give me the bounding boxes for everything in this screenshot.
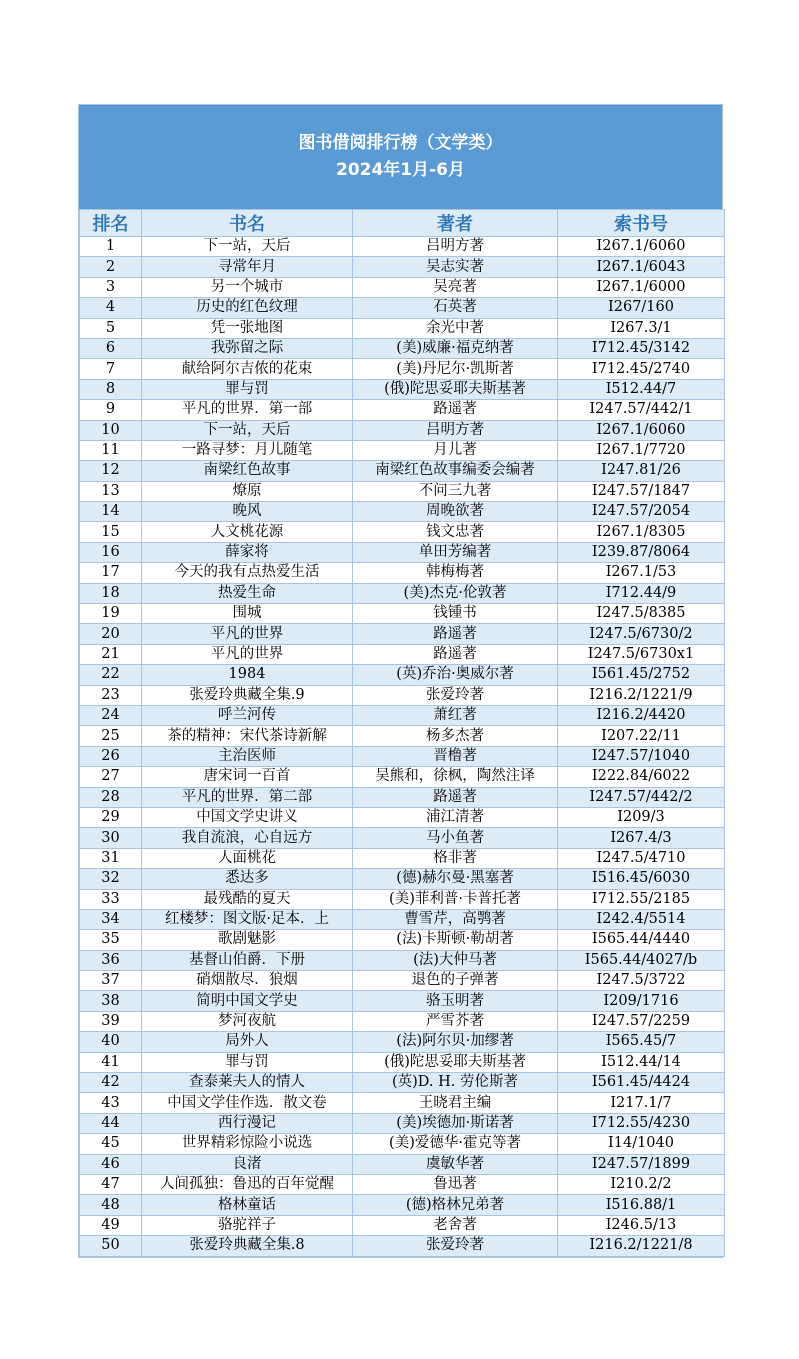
- rank-cell: 21: [80, 644, 142, 664]
- table-row: [80, 338, 725, 358]
- sheet-title: 图书借阅排行榜（文学类）: [298, 133, 503, 153]
- title-cell: 热爱生命: [142, 583, 353, 603]
- table-row: [80, 237, 725, 257]
- call-number-cell: I512.44/14: [558, 1052, 725, 1072]
- title-cell: 平凡的世界: [142, 624, 353, 644]
- call-number-cell: I14/1040: [558, 1134, 725, 1154]
- call-number-cell: I247.57/1899: [558, 1154, 725, 1174]
- table-row: [80, 277, 725, 297]
- table-row: [80, 624, 725, 644]
- author-cell: (法)卡斯顿·勒胡著: [353, 930, 558, 950]
- title-cell: 中国文学史讲义: [142, 807, 353, 827]
- title-cell: 西行漫记: [142, 1113, 353, 1133]
- header-title: 书名: [142, 210, 353, 237]
- table-row: [80, 440, 725, 460]
- title-cell: 世界精彩惊险小说选: [142, 1134, 353, 1154]
- rank-cell: 15: [80, 522, 142, 542]
- title-cell: 燎原: [142, 481, 353, 501]
- author-cell: 退色的子弹著: [353, 971, 558, 991]
- table-row: [80, 726, 725, 746]
- title-cell: 人面桃花: [142, 848, 353, 868]
- rank-cell: 29: [80, 807, 142, 827]
- author-cell: (美)爱德华·霍克等著: [353, 1134, 558, 1154]
- title-cell: 查泰莱夫人的情人: [142, 1073, 353, 1093]
- call-number-cell: I247.81/26: [558, 461, 725, 481]
- call-number-cell: I565.44/4027/b: [558, 950, 725, 970]
- title-cell: 呼兰河传: [142, 705, 353, 725]
- rank-cell: 10: [80, 420, 142, 440]
- table-row: [80, 420, 725, 440]
- call-number-cell: I216.2/1221/8: [558, 1236, 725, 1256]
- table-row: [80, 257, 725, 277]
- author-cell: 月儿著: [353, 440, 558, 460]
- rank-cell: 30: [80, 828, 142, 848]
- sheet-subtitle: 2024年1月-6月: [335, 160, 466, 180]
- call-number-cell: I512.44/7: [558, 379, 725, 399]
- author-cell: 钱锺书: [353, 604, 558, 624]
- call-number-cell: I267.3/1: [558, 318, 725, 338]
- author-cell: 萧红著: [353, 705, 558, 725]
- table-body: [80, 237, 725, 1257]
- author-cell: 虞敏华著: [353, 1154, 558, 1174]
- table-row: [80, 1073, 725, 1093]
- call-number-cell: I247.57/1040: [558, 746, 725, 766]
- call-number-cell: I247.57/1847: [558, 481, 725, 501]
- author-cell: 杨多杰著: [353, 726, 558, 746]
- author-cell: 吴志实著: [353, 257, 558, 277]
- author-cell: 王晓君主编: [353, 1093, 558, 1113]
- table-row: [80, 1154, 725, 1174]
- table-row: [80, 1032, 725, 1052]
- author-cell: 不问三九著: [353, 481, 558, 501]
- call-number-cell: I712.55/4230: [558, 1113, 725, 1133]
- title-cell: 硝烟散尽．狼烟: [142, 971, 353, 991]
- table-row: [80, 502, 725, 522]
- call-number-cell: I267.1/7720: [558, 440, 725, 460]
- title-cell: 唐宋词一百首: [142, 767, 353, 787]
- call-number-cell: I247.5/6730/2: [558, 624, 725, 644]
- title-cell: 围城: [142, 604, 353, 624]
- title-cell: 下一站，天后: [142, 420, 353, 440]
- rank-cell: 31: [80, 848, 142, 868]
- rank-cell: 33: [80, 889, 142, 909]
- rank-cell: 19: [80, 604, 142, 624]
- title-cell: 中国文学佳作选．散文卷: [142, 1093, 353, 1113]
- author-cell: (美)丹尼尔·凯斯著: [353, 359, 558, 379]
- call-number-cell: I267.1/53: [558, 563, 725, 583]
- table-row: [80, 583, 725, 603]
- rank-cell: 36: [80, 950, 142, 970]
- rank-cell: 16: [80, 542, 142, 562]
- table-row: [80, 1113, 725, 1133]
- title-cell: 茶的精神：宋代茶诗新解: [142, 726, 353, 746]
- call-number-cell: I217.1/7: [558, 1093, 725, 1113]
- rank-cell: 17: [80, 563, 142, 583]
- title-cell: 最残酷的夏天: [142, 889, 353, 909]
- author-cell: (美)菲利普·卡普托著: [353, 889, 558, 909]
- title-cell: 历史的红色纹理: [142, 298, 353, 318]
- author-cell: (英)D. H. 劳伦斯著: [353, 1073, 558, 1093]
- table-row: [80, 542, 725, 562]
- table-row: [80, 909, 725, 929]
- author-cell: (俄)陀思妥耶夫斯基著: [353, 379, 558, 399]
- rank-cell: 43: [80, 1093, 142, 1113]
- title-cell: 南梁红色故事: [142, 461, 353, 481]
- rank-cell: 27: [80, 767, 142, 787]
- author-cell: 骆玉明著: [353, 991, 558, 1011]
- ranking-sheet: [78, 104, 723, 1258]
- call-number-cell: I516.88/1: [558, 1195, 725, 1215]
- rank-cell: 2: [80, 257, 142, 277]
- call-number-cell: I516.45/6030: [558, 869, 725, 889]
- rank-cell: 3: [80, 277, 142, 297]
- call-number-cell: I247.5/4710: [558, 848, 725, 868]
- call-number-cell: I565.45/7: [558, 1032, 725, 1052]
- table-row: [80, 1215, 725, 1235]
- rank-cell: 4: [80, 298, 142, 318]
- table-row: [80, 400, 725, 420]
- rank-cell: 45: [80, 1134, 142, 1154]
- call-number-cell: I712.44/9: [558, 583, 725, 603]
- title-cell: 基督山伯爵．下册: [142, 950, 353, 970]
- title-cell: 良渚: [142, 1154, 353, 1174]
- rank-cell: 11: [80, 440, 142, 460]
- table-row: [80, 746, 725, 766]
- call-number-cell: I247.5/6730x1: [558, 644, 725, 664]
- rank-cell: 50: [80, 1236, 142, 1256]
- table-row: [80, 1236, 725, 1256]
- author-cell: 严雪芥著: [353, 1011, 558, 1031]
- rank-cell: 12: [80, 461, 142, 481]
- call-number-cell: I247.57/2054: [558, 502, 725, 522]
- title-cell: 凭一张地图: [142, 318, 353, 338]
- title-cell: 张爱玲典藏全集.9: [142, 685, 353, 705]
- author-cell: 马小鱼著: [353, 828, 558, 848]
- author-cell: 吴亮著: [353, 277, 558, 297]
- table-row: [80, 807, 725, 827]
- title-cell: 平凡的世界: [142, 644, 353, 664]
- title-cell: 主治医师: [142, 746, 353, 766]
- rank-cell: 14: [80, 502, 142, 522]
- author-cell: (法)大仲马著: [353, 950, 558, 970]
- table-row: [80, 685, 725, 705]
- header-author: 著者: [353, 210, 558, 237]
- author-cell: 石英著: [353, 298, 558, 318]
- table-row: [80, 522, 725, 542]
- title-cell: 局外人: [142, 1032, 353, 1052]
- table-row: [80, 950, 725, 970]
- call-number-cell: I209/3: [558, 807, 725, 827]
- title-cell: 一路寻梦：月儿随笔: [142, 440, 353, 460]
- table-row: [80, 1134, 725, 1154]
- author-cell: (美)威廉·福克纳著: [353, 338, 558, 358]
- call-number-cell: I247.57/442/1: [558, 400, 725, 420]
- rank-cell: 8: [80, 379, 142, 399]
- author-cell: 路遥著: [353, 624, 558, 644]
- table-row: [80, 828, 725, 848]
- table-row: [80, 1052, 725, 1072]
- call-number-cell: I247.5/8385: [558, 604, 725, 624]
- title-cell: 薛家将: [142, 542, 353, 562]
- title-cell: 简明中国文学史: [142, 991, 353, 1011]
- author-cell: 韩梅梅著: [353, 563, 558, 583]
- table-row: [80, 971, 725, 991]
- ranking-table: [79, 209, 725, 1257]
- rank-cell: 47: [80, 1174, 142, 1194]
- author-cell: (法)阿尔贝·加缪著: [353, 1032, 558, 1052]
- call-number-cell: I239.87/8064: [558, 542, 725, 562]
- call-number-cell: I267.4/3: [558, 828, 725, 848]
- table-row: [80, 298, 725, 318]
- call-number-cell: I216.2/1221/9: [558, 685, 725, 705]
- title-cell: 人文桃花源: [142, 522, 353, 542]
- rank-cell: 24: [80, 705, 142, 725]
- title-cell: 1984: [142, 665, 353, 685]
- rank-cell: 25: [80, 726, 142, 746]
- title-cell: 另一个城市: [142, 277, 353, 297]
- call-number-cell: I712.45/3142: [558, 338, 725, 358]
- rank-cell: 49: [80, 1215, 142, 1235]
- author-cell: 余光中著: [353, 318, 558, 338]
- table-row: [80, 1174, 725, 1194]
- table-row: [80, 869, 725, 889]
- title-cell: 寻常年月: [142, 257, 353, 277]
- author-cell: 浦江清著: [353, 807, 558, 827]
- author-cell: 晋橹著: [353, 746, 558, 766]
- title-cell: 今天的我有点热爱生活: [142, 563, 353, 583]
- rank-cell: 28: [80, 787, 142, 807]
- rank-cell: 46: [80, 1154, 142, 1174]
- call-number-cell: I561.45/4424: [558, 1073, 725, 1093]
- title-cell: 张爱玲典藏全集.8: [142, 1236, 353, 1256]
- table-row: [80, 563, 725, 583]
- title-cell: 悉达多: [142, 869, 353, 889]
- author-cell: 路遥著: [353, 400, 558, 420]
- title-cell: 梦河夜航: [142, 1011, 353, 1031]
- call-number-cell: I247.5/3722: [558, 971, 725, 991]
- title-cell: 献给阿尔吉侬的花束: [142, 359, 353, 379]
- author-cell: 格非著: [353, 848, 558, 868]
- title-cell: 罪与罚: [142, 1052, 353, 1072]
- rank-cell: 26: [80, 746, 142, 766]
- rank-cell: 42: [80, 1073, 142, 1093]
- rank-cell: 23: [80, 685, 142, 705]
- header-call-number: 索书号: [558, 210, 725, 237]
- author-cell: 曹雪芹，高鹗著: [353, 909, 558, 929]
- table-row: [80, 889, 725, 909]
- call-number-cell: I247.57/442/2: [558, 787, 725, 807]
- author-cell: 钱文忠著: [353, 522, 558, 542]
- call-number-cell: I267.1/6043: [558, 257, 725, 277]
- call-number-cell: I209/1716: [558, 991, 725, 1011]
- title-cell: 骆驼祥子: [142, 1215, 353, 1235]
- author-cell: 张爱玲著: [353, 685, 558, 705]
- rank-cell: 9: [80, 400, 142, 420]
- author-cell: 老舍著: [353, 1215, 558, 1235]
- author-cell: 周晚欲著: [353, 502, 558, 522]
- rank-cell: 22: [80, 665, 142, 685]
- call-number-cell: I561.45/2752: [558, 665, 725, 685]
- author-cell: 吕明方著: [353, 237, 558, 257]
- call-number-cell: I222.84/6022: [558, 767, 725, 787]
- table-row: [80, 604, 725, 624]
- author-cell: 吴熊和，徐枫，陶然注译: [353, 767, 558, 787]
- author-cell: 鲁迅著: [353, 1174, 558, 1194]
- table-row: [80, 787, 725, 807]
- call-number-cell: I712.55/2185: [558, 889, 725, 909]
- title-cell: 人间孤独：鲁迅的百年觉醒: [142, 1174, 353, 1194]
- rank-cell: 38: [80, 991, 142, 1011]
- header-row: [80, 210, 725, 237]
- call-number-cell: I565.44/4440: [558, 930, 725, 950]
- author-cell: 南梁红色故事编委会编著: [353, 461, 558, 481]
- title-cell: 红楼梦：图文版·足本．上: [142, 909, 353, 929]
- rank-cell: 18: [80, 583, 142, 603]
- title-cell: 平凡的世界．第二部: [142, 787, 353, 807]
- table-row: [80, 359, 725, 379]
- table-row: [80, 848, 725, 868]
- call-number-cell: I207.22/11: [558, 726, 725, 746]
- rank-cell: 1: [80, 237, 142, 257]
- rank-cell: 44: [80, 1113, 142, 1133]
- title-cell: 晚风: [142, 502, 353, 522]
- header-rank: 排名: [80, 210, 142, 237]
- author-cell: (德)赫尔曼·黑塞著: [353, 869, 558, 889]
- rank-cell: 35: [80, 930, 142, 950]
- rank-cell: 5: [80, 318, 142, 338]
- author-cell: (德)格林兄弟著: [353, 1195, 558, 1215]
- title-banner: [79, 105, 722, 209]
- title-cell: 歌剧魅影: [142, 930, 353, 950]
- call-number-cell: I267/160: [558, 298, 725, 318]
- author-cell: (美)埃德加·斯诺著: [353, 1113, 558, 1133]
- table-row: [80, 379, 725, 399]
- rank-cell: 48: [80, 1195, 142, 1215]
- title-cell: 我自流浪，心自远方: [142, 828, 353, 848]
- call-number-cell: I246.5/13: [558, 1215, 725, 1235]
- call-number-cell: I210.2/2: [558, 1174, 725, 1194]
- table-row: [80, 461, 725, 481]
- author-cell: (英)乔治·奥威尔著: [353, 665, 558, 685]
- author-cell: (美)杰克·伦敦著: [353, 583, 558, 603]
- title-cell: 平凡的世界．第一部: [142, 400, 353, 420]
- call-number-cell: I267.1/6060: [558, 237, 725, 257]
- table-row: [80, 481, 725, 501]
- call-number-cell: I267.1/8305: [558, 522, 725, 542]
- rank-cell: 40: [80, 1032, 142, 1052]
- rank-cell: 37: [80, 971, 142, 991]
- author-cell: 路遥著: [353, 787, 558, 807]
- table-row: [80, 1195, 725, 1215]
- author-cell: 吕明方著: [353, 420, 558, 440]
- table-row: [80, 1093, 725, 1113]
- rank-cell: 6: [80, 338, 142, 358]
- author-cell: 张爱玲著: [353, 1236, 558, 1256]
- call-number-cell: I247.57/2259: [558, 1011, 725, 1031]
- table-row: [80, 644, 725, 664]
- call-number-cell: I267.1/6060: [558, 420, 725, 440]
- title-cell: 我弥留之际: [142, 338, 353, 358]
- author-cell: 路遥著: [353, 644, 558, 664]
- author-cell: (俄)陀思妥耶夫斯基著: [353, 1052, 558, 1072]
- rank-cell: 7: [80, 359, 142, 379]
- rank-cell: 34: [80, 909, 142, 929]
- call-number-cell: I712.45/2740: [558, 359, 725, 379]
- rank-cell: 39: [80, 1011, 142, 1031]
- rank-cell: 32: [80, 869, 142, 889]
- call-number-cell: I216.2/4420: [558, 705, 725, 725]
- rank-cell: 41: [80, 1052, 142, 1072]
- call-number-cell: I242.4/5514: [558, 909, 725, 929]
- rank-cell: 20: [80, 624, 142, 644]
- title-cell: 格林童话: [142, 1195, 353, 1215]
- table-row: [80, 705, 725, 725]
- table-row: [80, 318, 725, 338]
- table-row: [80, 665, 725, 685]
- call-number-cell: I267.1/6000: [558, 277, 725, 297]
- table-row: [80, 1011, 725, 1031]
- author-cell: 单田芳编著: [353, 542, 558, 562]
- table-row: [80, 991, 725, 1011]
- title-cell: 罪与罚: [142, 379, 353, 399]
- rank-cell: 13: [80, 481, 142, 501]
- table-row: [80, 930, 725, 950]
- table-row: [80, 767, 725, 787]
- title-cell: 下一站，天后: [142, 237, 353, 257]
